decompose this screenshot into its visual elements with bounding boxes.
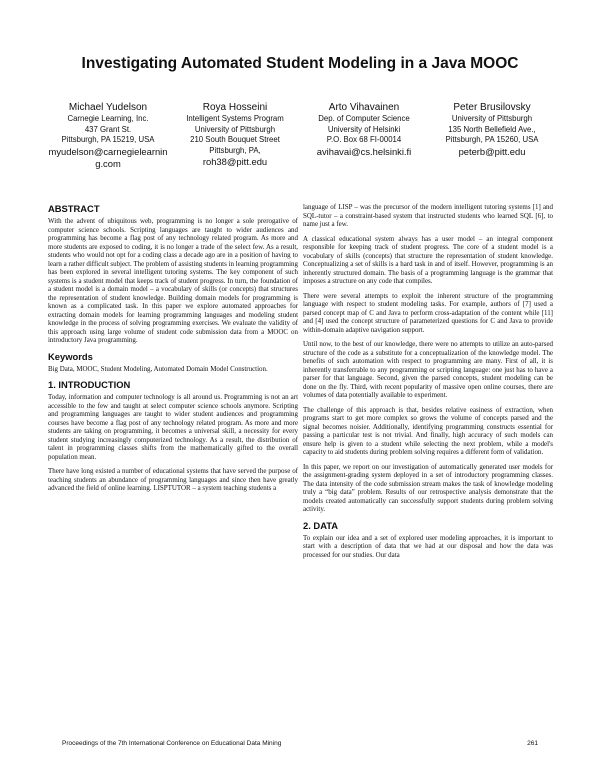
introduction-paragraph: There have long existed a number of educational systems that have served the purpose of teaching students an abundance of programming languages and since then have greatly advanced the field of online learning. LISPTUTOR – a system teaching students a bbox=[48, 467, 298, 492]
body-paragraph: The challenge of this approach is that, besides relative easiness of extraction, when programs start to get more complex so grows the volume of concepts parsed and the signal becomes noisier. Additionally, identifying programming constructs essential for passing a particular test is not trivial. And finally, high accuracy of such models can ensure help is given to a student while selecting the next problem, while a model's capacity to aid students during problem solving requires a different form of validation. bbox=[303, 405, 553, 456]
abstract-heading: ABSTRACT bbox=[48, 203, 100, 214]
author-affiliation: University of Helsinki bbox=[327, 124, 401, 134]
author-4 bbox=[430, 102, 554, 158]
keywords-text: Big Data, MOOC, Student Modeling, Automated Domain Model Construction. bbox=[48, 364, 268, 373]
author-address: 135 North Bellefield Ave., bbox=[448, 124, 536, 134]
author-affiliation: Dep. of Computer Science bbox=[318, 114, 410, 123]
author-affiliation: Carnegie Learning, Inc. bbox=[67, 114, 149, 123]
author-name: Arto Vihavainen bbox=[328, 102, 400, 113]
author-email: peterb@pitt.edu bbox=[458, 145, 526, 157]
author-address: Pittsburgh, PA 15260, USA bbox=[445, 135, 539, 145]
body-paragraph: A classical educational system always has a user model – an integral component responsible for keeping track of student progress. The core of a student model is a vocabulary of skills (concepts) that structure the representation of student knowledge. Conceptualizing a set of skills is a hard task in and of itself. However, programming is an inherently structured domain. The basis of a programming language is the grammar that imposes a structure on any code that compiles. bbox=[303, 234, 553, 285]
right-column bbox=[303, 203, 553, 565]
keywords-heading: Keywords bbox=[48, 350, 93, 362]
page-number: 261 bbox=[527, 740, 538, 747]
author-email: myudelson@carnegielearning.com bbox=[48, 145, 168, 169]
author-address: 210 South Bouquet Street bbox=[190, 135, 280, 145]
data-paragraph: To explain our idea and a set of explored user modeling approaches, it is important to start with a description of data that we had at our disposal and how the data was processed for our studies. Our data bbox=[303, 533, 553, 559]
body-paragraph: language of LISP – was the precursor of the modern intelligent tutoring systems [1] and SQL-tutor – a constraint-based system that instructed students who learned SQL [6], to name just a few. bbox=[303, 203, 553, 228]
author-affiliation: Intelligent Systems Program bbox=[186, 114, 284, 123]
author-2 bbox=[170, 102, 300, 168]
body-paragraph: There were several attempts to exploit the inherent structure of the programming language with respect to student modeling tasks. For example, authors of [7] used a parsed concept map of C and Java to perform cross-adaptation of the content while [11] and [4] used the concept structure of parameterized questions for C and Java to provide within-domain adaptive navigation support. bbox=[303, 291, 553, 334]
author-affiliation: University of Pittsburgh bbox=[194, 124, 276, 134]
author-3 bbox=[302, 102, 426, 158]
author-address: Pittsburgh, PA 15219, USA bbox=[61, 135, 155, 145]
author-email: roh38@pitt.edu bbox=[202, 156, 268, 168]
author-1 bbox=[48, 102, 168, 170]
author-address: 437 Grant St. bbox=[84, 124, 132, 134]
data-heading: 2. DATA bbox=[303, 519, 339, 531]
introduction-heading: 1. INTRODUCTION bbox=[48, 379, 131, 390]
body-paragraph: Until now, to the best of our knowledge, there were no attempts to utilize an auto-parsed structure of the code as a substitute for a conceptualization of the knowledge model. The benefits of such automation with respect to programming are many. First of all, it is inherently transferrable to any programming or scripting language: one just has to have a parser for that language. Second, given the parsed concepts, student modeling can be done on the fly. Third, with recent popularity of massive open online courses, there are volumes of data potentially available to experiment. bbox=[303, 340, 553, 399]
author-address: P.O. Box 68 FI-00014 bbox=[326, 135, 402, 145]
introduction-paragraph: Today, information and computer technology is all around us. Programming is not an art accessible to the few and taught at select computer science schools anymore. Scripting and programming languages are taught to wider student audiences and programming courses have become a flag post of any technology related program. As more and more students are taking on programming, it becomes a universal skill, a necessity for every student studying increasingly computerized technology. As a result, the distribution of talent in programming classes shifts from the mathematically gifted to the overall population mean. bbox=[48, 393, 298, 461]
author-name: Peter Brusilovsky bbox=[453, 102, 531, 113]
author-address: Pittsburgh, PA, bbox=[209, 145, 261, 155]
author-email: avihavai@cs.helsinki.fi bbox=[316, 145, 412, 157]
paper-title: Investigating Automated Student Modeling in a Java MOOC bbox=[81, 55, 519, 72]
author-name: Roya Hosseini bbox=[202, 102, 268, 113]
proceedings-note: Proceedings of the 7th International Conference on Educational Data Mining bbox=[62, 740, 282, 747]
abstract-text: With the advent of ubiquitous web, programming is no longer a sole prerogative of computer science schools. Scripting languages are taught to wider audiences and programming has become a flag post of any technology related program. As more and more students are exposed to coding, it is no longer a trade of the select few. As a result, students who would not opt for a coding class a decade ago are in a position of having to learn a rather difficult subject. The problem of assisting students in learning programming has been explored in several intelligent tutoring systems. The key component of such systems is a student model that keeps track of student progress. In turn, the foundation of a student model is a domain model – a vocabulary of skills (or concepts) that structures the representation of student knowledge. Building domain models for programming is known as a complicated task. In this paper we explore automated approaches for extracting domain models for learning programming languages and modeling student knowledge in the process of solving programming exercises. We evaluate the validity of this approach using large volume of student code submission data from a MOOC on introductory Java programming. bbox=[48, 217, 298, 344]
author-affiliation: University of Pittsburgh bbox=[451, 114, 533, 123]
author-name: Michael Yudelson bbox=[68, 102, 148, 113]
left-column bbox=[48, 203, 298, 499]
body-paragraph: In this paper, we report on our investigation of automatically generated user models for the assignment-grading system deployed in a set of introductory programming classes. The data intensity of the code submission stream makes the task of knowledge modeling truly a “big data” problem. Results of our retrospective analysis demonstrate that the models created automatically can successfully support students during problem solving activity. bbox=[303, 462, 553, 513]
author-block bbox=[48, 102, 554, 188]
